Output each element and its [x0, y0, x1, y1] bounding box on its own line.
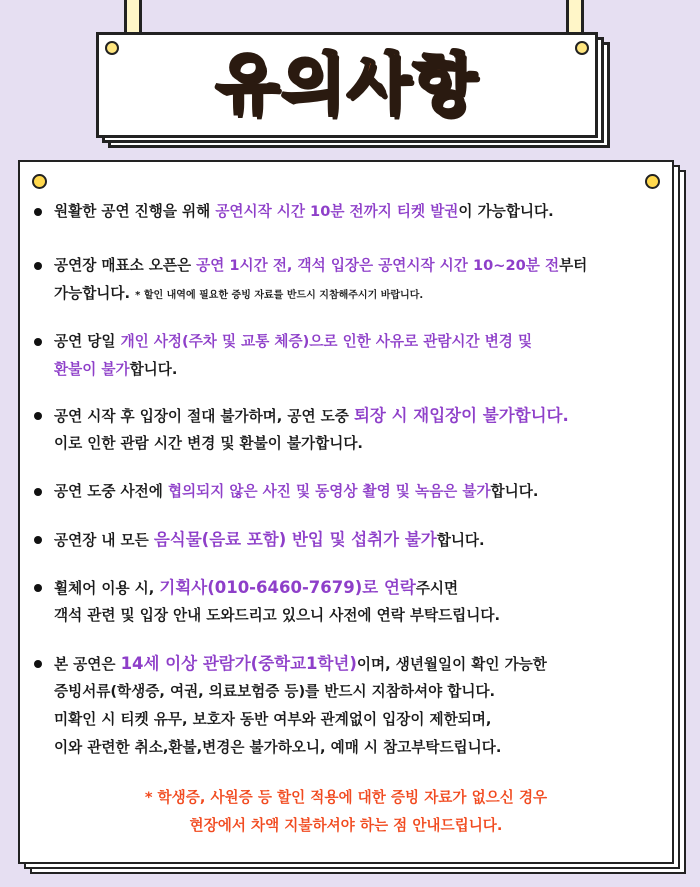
- notice-item: [34, 402, 666, 458]
- body-text: 주시면: [415, 580, 459, 597]
- notice-line: [54, 478, 538, 506]
- body-text: 이와 관련한 취소,환불,변경은 불가하오니, 예매 시 참고부탁드립니다.: [54, 739, 502, 756]
- highlight-text: 환불이 불가: [54, 361, 130, 378]
- notice-line: [54, 198, 554, 226]
- notice-item: [34, 574, 666, 630]
- notice-line: [54, 650, 547, 679]
- body-text: 공연장 매표소 오픈은: [54, 257, 197, 274]
- notice-item: [34, 478, 666, 506]
- bullet-icon: [34, 208, 42, 216]
- highlight-text: 14세 이상 관람가(중학교1학년): [120, 654, 357, 673]
- notice-line: [54, 602, 500, 630]
- highlight-text: 공연시작 시간 10분 전까지 티켓 발권: [215, 203, 459, 220]
- pin-icon: [575, 41, 589, 55]
- body-text: 합니다.: [129, 361, 178, 378]
- body-text: 부터: [559, 257, 588, 274]
- notice-line: [54, 678, 495, 706]
- bullet-icon: [34, 488, 42, 496]
- body-text: 증빙서류(학생증, 여권, 의료보험증 등)를 반드시 지참하셔야 합니다.: [54, 683, 496, 700]
- body-text: 이며, 생년월일이 확인 가능한: [356, 656, 547, 673]
- notice-line: [54, 280, 423, 310]
- highlight-text: 퇴장 시 재입장이 불가합니다.: [353, 406, 569, 425]
- body-text: 본 공연은: [54, 656, 121, 673]
- body-text: 공연 시작 후 입장이 절대 불가하며, 공연 도중: [54, 408, 354, 425]
- body-text: 공연 당일: [54, 333, 121, 350]
- highlight-text: 협의되지 않은 사진 및 동영상 촬영 및 녹음은 불가: [167, 483, 491, 500]
- bullet-icon: [34, 660, 42, 668]
- notice-item: [34, 252, 666, 308]
- notice-line: [54, 402, 569, 431]
- bullet-icon: [34, 536, 42, 544]
- pin-icon: [32, 174, 47, 189]
- bullet-icon: [34, 584, 42, 592]
- notice-line: [54, 734, 501, 762]
- notice-item: [34, 198, 666, 226]
- body-text: 원활한 공연 진행을 위해: [54, 203, 216, 220]
- notice-item: [34, 328, 666, 384]
- highlight-text: 개인 사정(주차 및 교통 체증)으로 인한 사유로 관람시간 변경 및: [120, 333, 533, 350]
- highlight-text: 기획사(010-6460-7679)로 연락: [159, 578, 416, 597]
- pin-icon: [645, 174, 660, 189]
- notice-line: [54, 356, 177, 384]
- bullet-icon: [34, 262, 42, 270]
- bullet-icon: [34, 412, 42, 420]
- page-title: 유의사항: [215, 46, 479, 123]
- note-text: * 할인 내역에 필요한 증빙 자료를 반드시 지참해주시기 바랍니다.: [135, 290, 424, 301]
- body-text: 공연 도중 사전에: [54, 483, 168, 500]
- notice-line: [54, 706, 491, 734]
- body-text: 공연장 내 모든: [54, 532, 154, 549]
- notice-line: [54, 430, 363, 458]
- footer-line-2: 현장에서 차액 지불하셔야 하는 점 안내드립니다.: [189, 817, 503, 834]
- body-text: 객석 관련 및 입장 안내 도와드리고 있으니 사전에 연락 부탁드립니다.: [54, 607, 501, 624]
- bullet-icon: [34, 338, 42, 346]
- footer-line-1: * 학생증, 사원증 등 할인 적용에 대한 증빙 자료가 없으신 경우: [144, 789, 548, 806]
- pin-icon: [105, 41, 119, 55]
- title-sign: [96, 32, 598, 138]
- notice-line: [54, 574, 458, 603]
- body-text: 합니다.: [436, 532, 485, 549]
- highlight-text: 공연 1시간 전, 객석 입장은 공연시작 시간 10~20분 전: [196, 257, 560, 274]
- body-text: 휠체어 이용 시,: [54, 580, 160, 597]
- notice-line: [54, 526, 485, 555]
- body-text: 이 가능합니다.: [458, 203, 554, 220]
- body-text: 가능합니다.: [54, 285, 136, 302]
- body-text: 합니다.: [490, 483, 539, 500]
- body-text: 이로 인한 관람 시간 변경 및 환불이 불가합니다.: [54, 435, 363, 452]
- body-text: 미확인 시 티켓 유무, 보호자 동반 여부와 관계없이 입장이 제한되며,: [54, 711, 492, 728]
- notice-card: [18, 160, 674, 864]
- notice-line: [54, 252, 587, 280]
- highlight-text: 음식물(음료 포함) 반입 및 섭취가 불가: [153, 530, 437, 549]
- notice-item: [34, 526, 666, 554]
- notice-item: [34, 650, 666, 762]
- notice-line: [54, 328, 532, 356]
